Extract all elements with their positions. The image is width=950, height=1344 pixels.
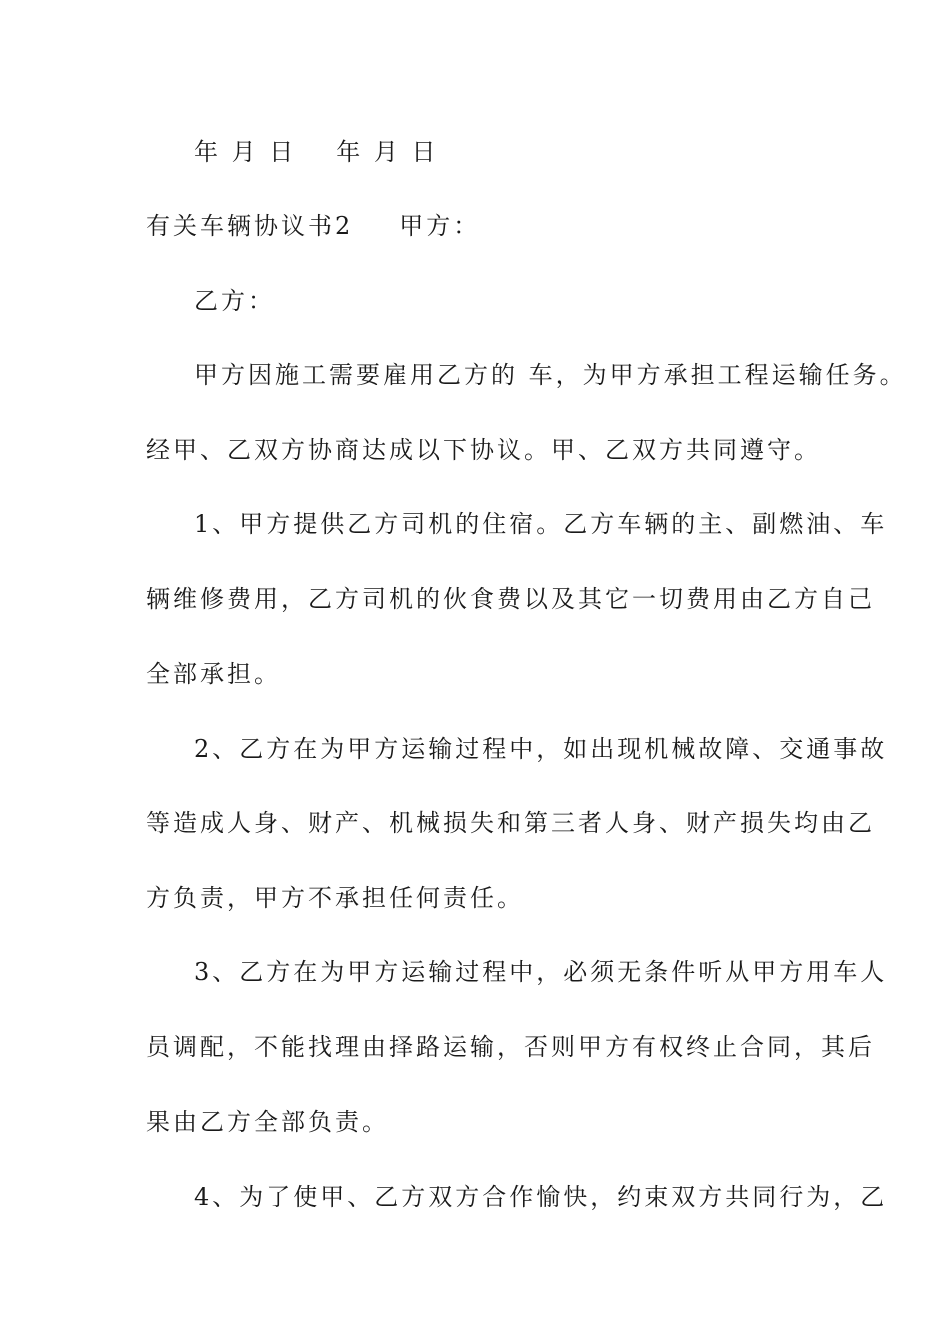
paragraph-line: 甲方因施工需要雇用乙方的 车，为甲方承担工程运输任务。 [194, 361, 907, 389]
date-line-a: 年 月 日 [194, 138, 297, 166]
paragraph-line: 方负责，甲方不承担任何责任。 [146, 884, 524, 912]
paragraph-line: 2、乙方在为甲方运输过程中，如出现机械故障、交通事故 [194, 735, 888, 763]
paragraph-line: 辆维修费用，乙方司机的伙食费以及其它一切费用由乙方自己 [146, 585, 875, 613]
date-line [194, 136, 874, 168]
date-line-b: 年 月 日 [336, 138, 439, 166]
paragraph-line: 4、为了使甲、乙方双方合作愉快，约束双方共同行为，乙 [194, 1183, 888, 1211]
paragraph-line: 员调配，不能找理由择路运输，否则甲方有权终止合同，其后 [146, 1033, 875, 1061]
title-line [146, 210, 826, 242]
party-a-label: 甲方： [399, 212, 481, 240]
paragraph-line: 果由乙方全部负责。 [146, 1108, 389, 1136]
paragraph-line: 3、乙方在为甲方运输过程中，必须无条件听从甲方用车人 [194, 958, 888, 986]
document-title: 有关车辆协议书2 [146, 212, 354, 240]
party-b-label: 乙方： [194, 287, 275, 315]
paragraph-line: 1、甲方提供乙方司机的住宿。乙方车辆的主、副燃油、车 [194, 510, 888, 538]
paragraph-line: 等造成人身、财产、机械损失和第三者人身、财产损失均由乙 [146, 809, 875, 837]
paragraph-line: 经甲、乙双方协商达成以下协议。甲、乙双方共同遵守。 [146, 436, 821, 464]
paragraph-line: 全部承担。 [146, 660, 281, 688]
